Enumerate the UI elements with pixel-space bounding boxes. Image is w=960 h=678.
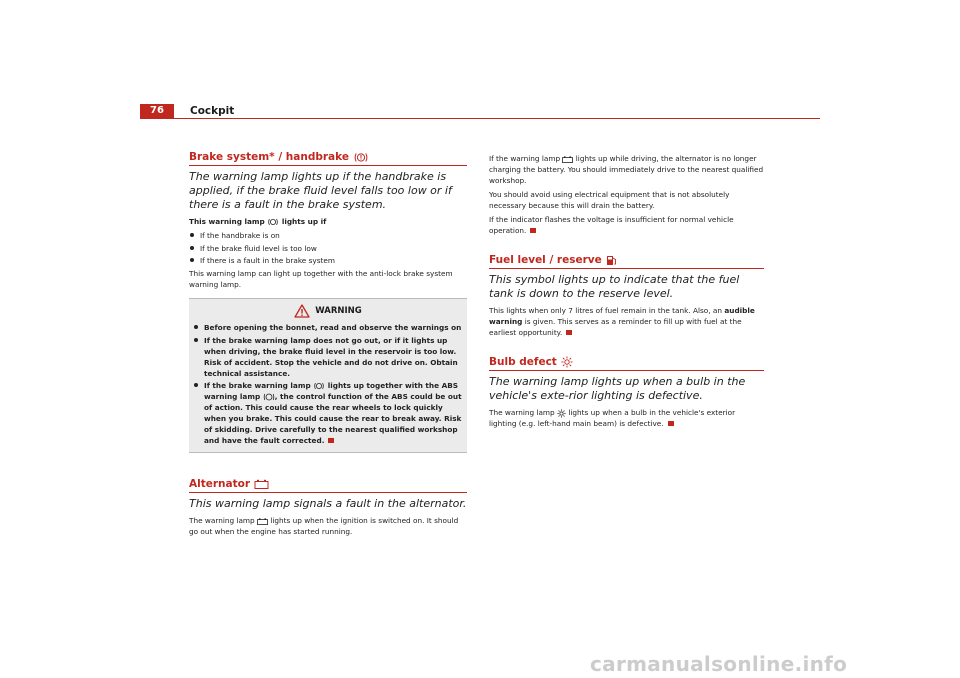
list-item: If there is a fault in the brake system [189,255,467,266]
watermark: carmanualsonline.info [590,652,848,676]
list-item: If the brake fluid level is too low [189,243,467,254]
abs-icon [263,393,275,401]
section-end-marker [328,438,334,443]
alternator-icon [254,479,269,489]
alternator-p1-a: The warning lamp [189,516,255,525]
fuel-icon [606,254,617,266]
page-number: 76 [140,104,174,118]
fuel-section-heading [489,253,764,269]
alternator-intro: This warning lamp signals a fault in the alternator. [189,497,467,510]
left-column [189,150,467,540]
bulb-intro: The warning lamp lights up when a bulb in the vehicle's exte-rior lighting is defective. [489,375,746,402]
brake-note: This warning lamp can light up together with the anti-lock brake system warning lamp. [189,269,453,289]
warning-item3-a: If the brake warning lamp [204,381,311,390]
section-end-marker [566,330,572,335]
bulb-defect-icon [561,356,573,368]
warning-bullets [193,322,463,446]
bulb-heading-text: Bulb defect [489,356,557,368]
alternator-heading-text: Alternator [189,478,251,490]
fuel-paragraph [489,305,764,338]
brake-section-heading [189,150,467,166]
brake-bullets [189,230,467,266]
list-item: If the handbrake is on [189,230,467,241]
fuel-heading-text: Fuel level / reserve [489,254,602,266]
brake-heading-text: Brake system* / handbrake [189,151,349,163]
section-end-marker [530,228,536,233]
section-end-marker [668,421,674,426]
alternator-section-heading [189,477,467,493]
fuel-intro: This symbol lights up to indicate that the fuel tank is down to the reserve level. [489,273,740,300]
list-item [193,380,463,446]
warning-title-text: WARNING [315,306,362,316]
fuel-p1-b: is given. This serves as a reminder to fill up with fuel at the earliest opportunity. [489,317,742,337]
alternator-cont-p2: You should avoid using electrical equipment that is not absolutely necessary because this will drain the battery. [489,190,730,210]
alternator-p1-b: lights up when the ignition is switched on. It should go out when the engine has started running. [189,516,459,536]
alternator-cont-p1-a: If the warning lamp [489,154,561,163]
bulb-p1-a: The warning lamp [489,408,555,417]
warning-item3-c: , the control function of the ABS could be out of action. This could cause the rear wheels to lock quickly when you brake. This could cause the rear to break away. Risk of skidding. Drive carefully to the nearest qualified workshop and have the fault corrected. [204,392,462,445]
alternator-cont-p1 [489,153,764,186]
bulb-section-heading [489,355,764,371]
brake-lead-post: lights up if [281,217,327,226]
warning-item3-b: lights up together with the ABS warning lamp [204,381,459,401]
header-rule [140,104,820,119]
brake-warning-icon [313,382,325,390]
bulb-p1-b: lights up when a bulb in the vehicle's exterior lighting (e.g. left-hand main beam) is defective. [489,408,736,428]
bulb-paragraph [489,407,764,429]
alternator-paragraph [189,515,467,537]
alternator-cont-p3-text: If the indicator flashes the voltage is insufficient for normal vehicle operation. [489,215,734,235]
alternator-icon [562,156,573,163]
bulb-defect-icon [557,409,566,418]
right-column [489,153,764,432]
warning-box [189,298,467,453]
list-item: If the brake warning lamp does not go out, or if it lights up when driving, the brake fluid level in the reservoir is too low. Risk of accident. Stop the vehicle and do not drive on. Obtain technical assistance. [193,335,463,379]
alternator-icon [257,518,268,525]
brake-warning-icon [353,152,369,163]
page-title: Cockpit [190,105,235,117]
warning-title [193,304,463,318]
brake-warning-icon [267,218,279,226]
alternator-cont-p3 [489,214,764,236]
brake-intro: The warning lamp lights up if the handbrake is applied, if the brake fluid level falls too low or if there is a fault in the brake system. [189,170,452,211]
alternator-cont-p1-b: lights up while driving, the alternator is no longer charging the battery. You should immediately drive to the nearest qualified workshop. [489,154,764,185]
svg-text:!: ! [359,154,363,162]
fuel-p1-bold: audible warning [489,306,755,326]
brake-lead-pre: This warning lamp [189,217,265,226]
brake-lead [189,216,467,227]
list-item: Before opening the bonnet, read and observe the warnings on [193,322,463,333]
fuel-p1-a: This lights when only 7 litres of fuel remain in the tank. Also, an [489,306,723,315]
warning-triangle-icon [294,304,310,318]
